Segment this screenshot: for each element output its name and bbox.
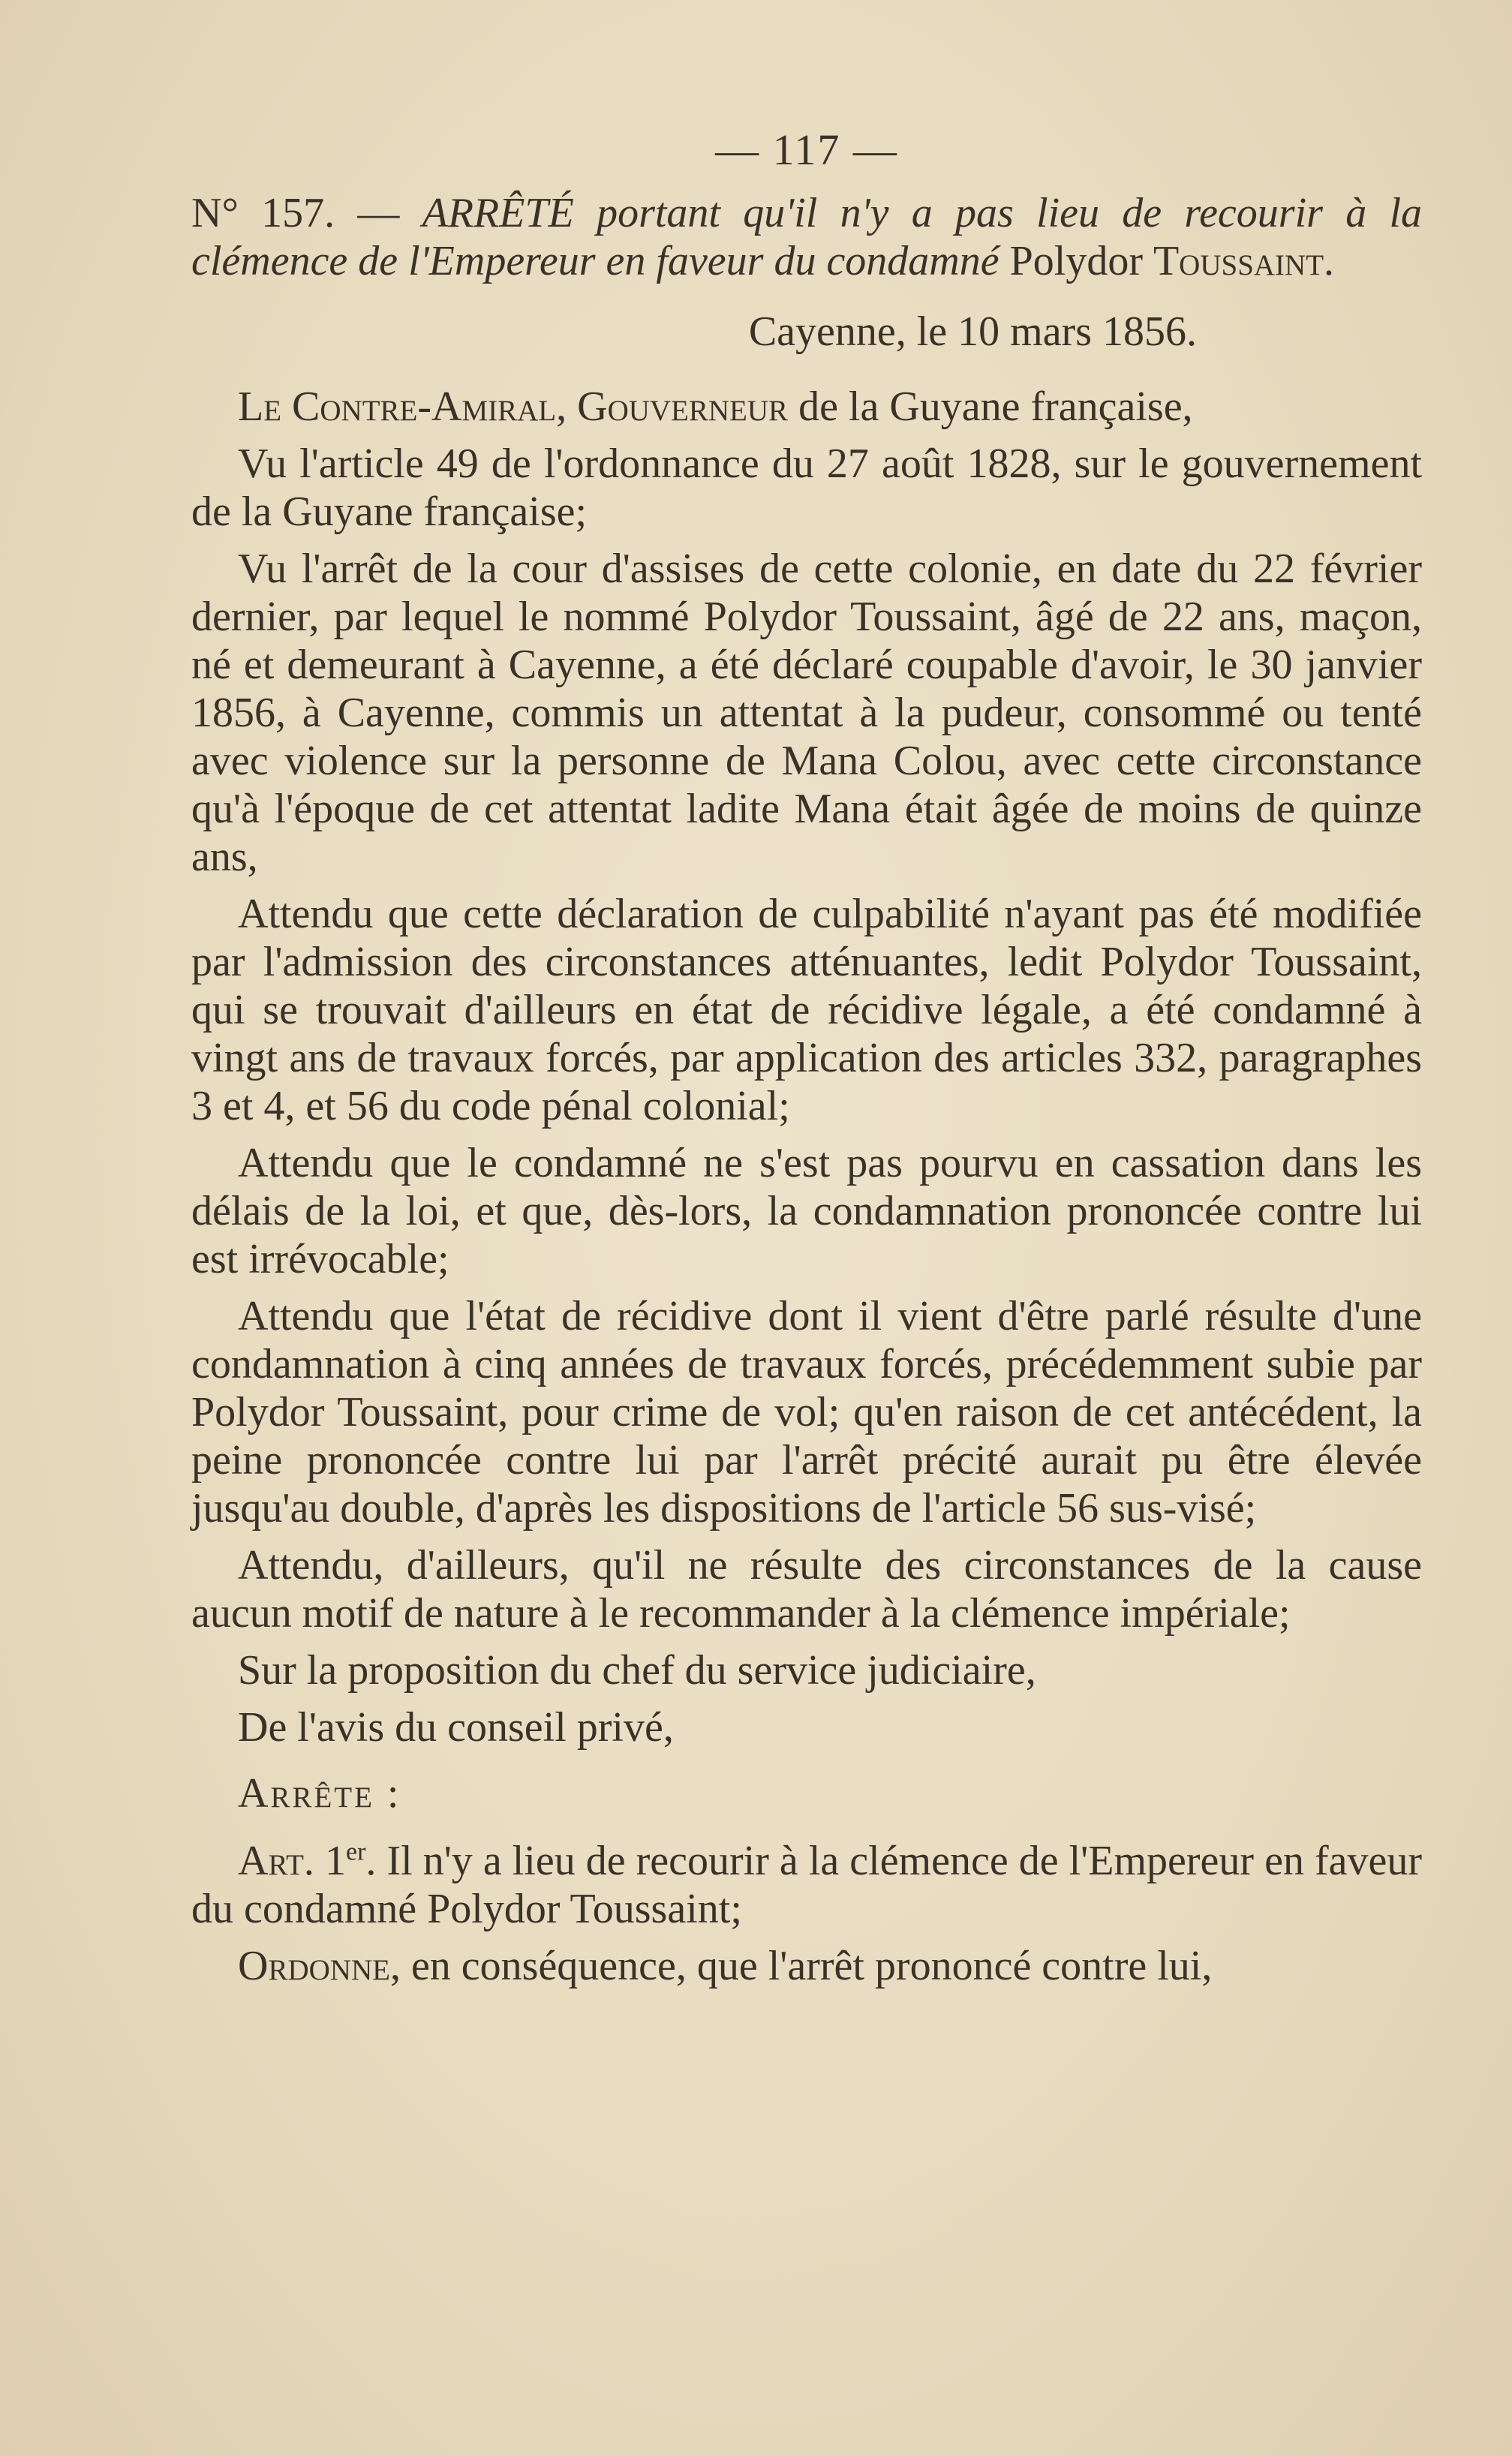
paragraph-avis: De l'avis du conseil privé, bbox=[238, 1704, 674, 1751]
article-one bbox=[191, 1837, 1422, 1933]
authority-sep: , bbox=[556, 383, 578, 430]
arrete-label: Arrête : bbox=[238, 1770, 401, 1817]
authority-governor: Gouverneur bbox=[577, 383, 789, 430]
authority-le: Le bbox=[238, 383, 282, 430]
ordonne-label: Ordonne bbox=[238, 1943, 390, 1989]
decree-number: N° 157. bbox=[191, 190, 335, 236]
heading-end: . bbox=[1324, 238, 1335, 284]
page-number: — 117 — bbox=[715, 125, 898, 174]
decree-title: ARRÊTÉ portant qu'il n'y a pas lieu de recourir à la clémence de l'Empereur en faveur du condamné bbox=[191, 190, 1423, 284]
text-block bbox=[191, 126, 1422, 1999]
ordonne-text: , en conséquence, que l'arrêt prononcé contre lui, bbox=[389, 1943, 1213, 1989]
paragraph-vu-arret: Vu l'arrêt de la cour d'assises de cette colonie, en date du 22 février dernier, par lequel le nommé Polydor Toussaint, âgé de 22 ans, maçon, né et demeurant à Cayenne, a été déclaré coupable d'avoir, le 30 janvier 1856, à Cayenne, commis un attentat à la pudeur, consommé ou tenté avec violence sur la personne de Mana Colou, avec cette circonstance qu'à l'époque de cet attentat ladite Mana était âgée de moins de quinze ans, bbox=[191, 546, 1422, 880]
paragraph-vu-ordonnance: Vu l'article 49 de l'ordonnance du 27 août 1828, sur le gouvernement de la Guyane française; bbox=[191, 440, 1422, 535]
paragraph-attendu-recidive: Attendu que l'état de récidive dont il vient d'être parlé résulte d'une condamnation à cinq années de travaux forcés, précédemment subie par Polydor Toussaint, pour crime de vol; qu'en raison de cet antécédent, la peine prononcée contre lui par l'arrêt précité aurait pu être élevée jusqu'au double, d'après les dispositions de l'article 56 sus-visé; bbox=[191, 1293, 1422, 1532]
article-text: . Il n'y a lieu de recourir à la clémence de l'Empereur en faveur du condamné Polydor Toussaint; bbox=[191, 1838, 1423, 1932]
paragraph-attendu-culpabilite: Attendu que cette déclaration de culpabilité n'ayant pas été modifiée par l'admission des circonstances atténuantes, ledit Polydor Toussaint, qui se trouvait d'ailleurs en état de récidive légale, a été condamné à vingt ans de travaux forcés, par application des articles 332, paragraphes 3 et 4, et 56 du code pénal colonial; bbox=[191, 891, 1422, 1129]
paragraph-attendu-motif: Attendu, d'ailleurs, qu'il ne résulte des circonstances de la cause aucun motif de nature à le recommander à la clémence impériale; bbox=[191, 1542, 1422, 1637]
place-date: Cayenne, le 10 mars 1856. bbox=[748, 308, 1197, 355]
decree-name-last: Toussaint bbox=[1153, 238, 1324, 284]
heading-dash: — bbox=[335, 190, 422, 236]
article-superscript: er bbox=[345, 1838, 366, 1866]
ordonne-paragraph bbox=[191, 1942, 1422, 1990]
authority-rest: de la Guyane française, bbox=[788, 383, 1193, 430]
decree-name-first: Polydor bbox=[999, 238, 1153, 284]
article-label: Art. 1 bbox=[238, 1838, 346, 1884]
paragraph-attendu-cassation: Attendu que le condamné ne s'est pas pourvu en cassation dans les délais de la loi, et que, dès-lors, la condamnation prononcée contre lui est irrévocable; bbox=[191, 1140, 1422, 1282]
paragraph-proposition: Sur la proposition du chef du service judiciaire, bbox=[238, 1647, 1036, 1694]
authority-line bbox=[191, 383, 1422, 431]
decree-heading bbox=[191, 189, 1422, 285]
authority-title: Contre-Amiral bbox=[292, 383, 557, 430]
